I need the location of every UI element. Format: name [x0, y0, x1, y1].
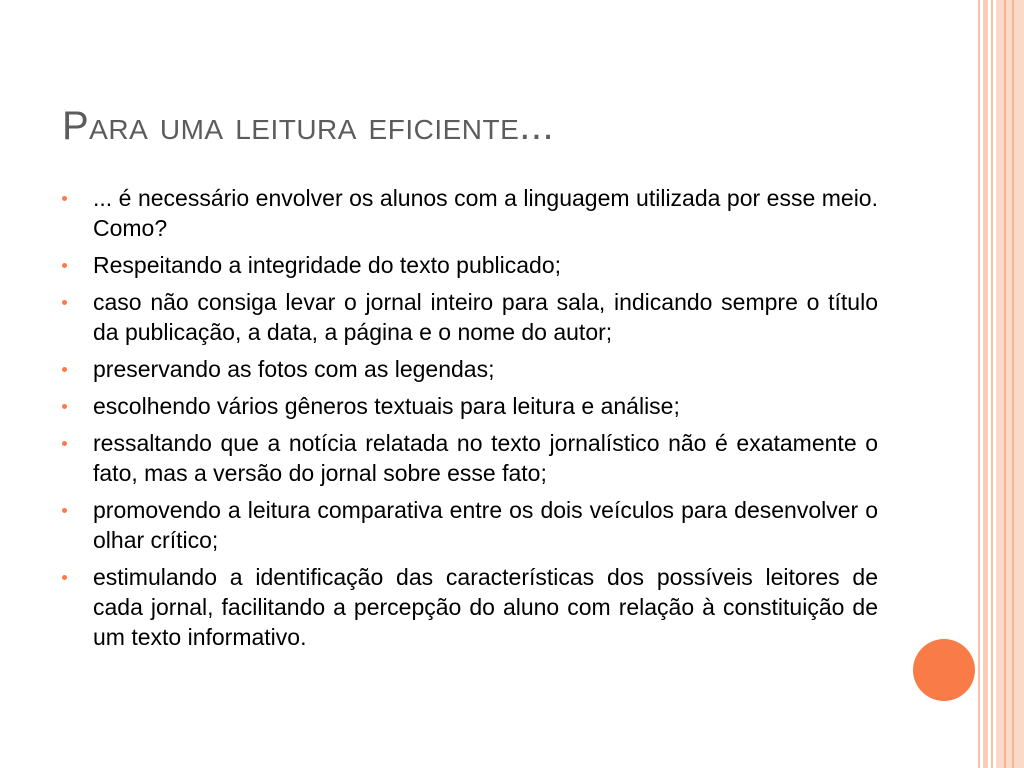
decorative-stripe [983, 0, 988, 768]
decorative-circle-icon [913, 639, 975, 701]
decorative-stripe [1004, 0, 1006, 768]
decorative-stripe [991, 0, 993, 768]
bullet-item: promovendo a leitura comparativa entre os dois veículos para desenvolver o olhar crítico; [93, 497, 878, 553]
decorative-stripe [978, 0, 980, 768]
bullet-item: ressaltando que a notícia relatada no texto jornalístico não é exatamente o fato, mas a versão do jornal sobre esse fato; [93, 430, 878, 486]
bullet-list [93, 183, 878, 659]
decorative-stripe [996, 0, 1024, 768]
bullet-item: caso não consiga levar o jornal inteiro para sala, indicando sempre o título da publicação, a data, a página e o nome do autor; [93, 289, 878, 345]
slide-title: Para uma leitura eficiente... [62, 104, 555, 148]
bullet-item: ... é necessário envolver os alunos com a linguagem utilizada por esse meio. Como? [93, 185, 878, 241]
bullet-item: estimulando a identificação das características dos possíveis leitores de cada jornal, facilitando a percepção do aluno com relação à constituição de um texto informativo. [93, 564, 878, 650]
bullet-item: Respeitando a integridade do texto publicado; [93, 250, 878, 280]
bullet-item: escolhendo vários gêneros textuais para leitura e análise; [93, 391, 878, 421]
bullet-item: preservando as fotos com as legendas; [93, 354, 878, 384]
decorative-stripe [1012, 0, 1014, 768]
